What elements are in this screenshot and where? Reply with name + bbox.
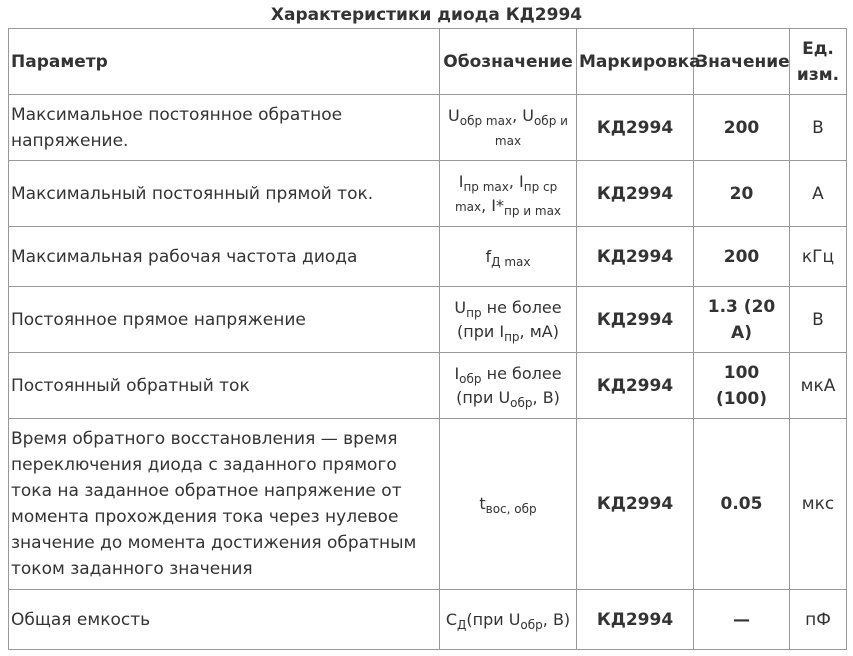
value-cell: 20 <box>694 161 790 227</box>
unit-cell: пФ <box>790 590 847 650</box>
symbol-separator: , <box>481 195 492 215</box>
param-cell: Общая емкость <box>9 590 440 650</box>
table-row <box>9 227 847 287</box>
header-marking: Маркировка <box>577 29 694 95</box>
symbol-text: t <box>479 494 486 513</box>
param-cell: Максимальный постоянный прямой ток. <box>9 161 440 227</box>
table-row <box>9 353 847 419</box>
value-cell: — <box>694 590 790 650</box>
symbol-text: не более <box>481 297 562 317</box>
symbol-subscript: обр и <box>533 113 568 128</box>
symbol-separator: , <box>512 105 523 125</box>
symbol-subscript: Д max <box>491 254 531 269</box>
symbol-subscript: пр <box>504 329 520 344</box>
header-param: Параметр <box>9 29 440 95</box>
header-unit: Ед. изм. <box>790 29 847 95</box>
param-cell: Максимальное постоянное обратное напряжение. <box>9 95 440 161</box>
symbol-text: I <box>519 171 524 191</box>
symbol-text: (при U <box>466 609 521 629</box>
header-symbol: Обозначение <box>440 29 577 95</box>
value-cell: 100 (100) <box>694 353 790 419</box>
header-value: Значение <box>694 29 790 95</box>
unit-cell: А <box>790 161 847 227</box>
marking-cell: КД2994 <box>577 161 694 227</box>
marking-cell: КД2994 <box>577 95 694 161</box>
symbol-text: не более <box>481 363 562 383</box>
marking-cell: КД2994 <box>577 227 694 287</box>
symbol-subscript: обр <box>459 371 482 386</box>
param-cell: Время обратного восстановления — время переключения диода с заданного прямого тока на заданное обратное напряжение от момента прохождения тока через нулевое значение до момента достижения обратным током заданного значения <box>9 419 440 590</box>
table-row <box>9 590 847 650</box>
unit-cell: В <box>790 287 847 353</box>
table-caption: Характеристики диода КД2994 <box>270 5 583 25</box>
symbol-subscript: пр ср <box>523 179 558 194</box>
symbol-subscript: обр <box>520 617 543 632</box>
symbol-cell <box>440 161 577 227</box>
diode-characteristics-table <box>8 28 847 650</box>
table-row <box>9 419 847 590</box>
value-cell: 1.3 (20 А) <box>694 287 790 353</box>
param-cell: Максимальная рабочая частота диода <box>9 227 440 287</box>
symbol-cell <box>440 95 577 161</box>
symbol-text: I <box>458 171 464 191</box>
symbol-subscript: Д <box>456 617 467 632</box>
symbol-subscript: обр <box>510 395 533 410</box>
unit-cell: кГц <box>790 227 847 287</box>
symbol-text: C <box>445 609 457 629</box>
param-cell: Постоянный обратный ток <box>9 353 440 419</box>
table-row <box>9 95 847 161</box>
marking-cell: КД2994 <box>577 419 694 590</box>
table-row <box>9 287 847 353</box>
symbol-text: (при I <box>457 321 505 341</box>
marking-cell: КД2994 <box>577 287 694 353</box>
symbol-text: f <box>485 246 492 266</box>
symbol-subscript: обр max <box>459 113 513 128</box>
param-cell: Постоянное прямое напряжение <box>9 287 440 353</box>
symbol-cell <box>440 353 577 419</box>
symbol-text: (при U <box>456 387 511 407</box>
unit-cell: В <box>790 95 847 161</box>
symbol-subscript: max <box>494 133 522 148</box>
unit-cell: мкс <box>790 419 847 590</box>
value-cell: 0.05 <box>694 419 790 590</box>
value-cell: 200 <box>694 95 790 161</box>
marking-cell: КД2994 <box>577 353 694 419</box>
value-cell: 200 <box>694 227 790 287</box>
symbol-subscript: пр и max <box>504 203 562 218</box>
symbol-text: , В) <box>532 387 560 407</box>
symbol-separator: , <box>508 171 520 191</box>
symbol-text: I* <box>491 195 504 215</box>
symbol-text: U <box>522 105 534 125</box>
symbol-cell <box>440 227 577 287</box>
symbol-text: I <box>454 363 460 383</box>
symbol-subscript: пр <box>466 305 482 320</box>
symbol-cell <box>440 419 577 590</box>
symbol-text: U <box>454 297 467 317</box>
symbol-text: , В) <box>542 609 571 629</box>
unit-cell: мкА <box>790 353 847 419</box>
symbol-subscript: пр max <box>463 179 509 194</box>
table-row <box>9 161 847 227</box>
symbol-text: , мА) <box>519 321 559 341</box>
symbol-text: U <box>448 105 460 125</box>
symbol-cell <box>440 287 577 353</box>
symbol-subscript: вос, обр <box>485 502 537 516</box>
symbol-cell <box>440 590 577 650</box>
header-row <box>9 29 847 95</box>
symbol-subscript: max <box>454 199 482 214</box>
marking-cell: КД2994 <box>577 590 694 650</box>
